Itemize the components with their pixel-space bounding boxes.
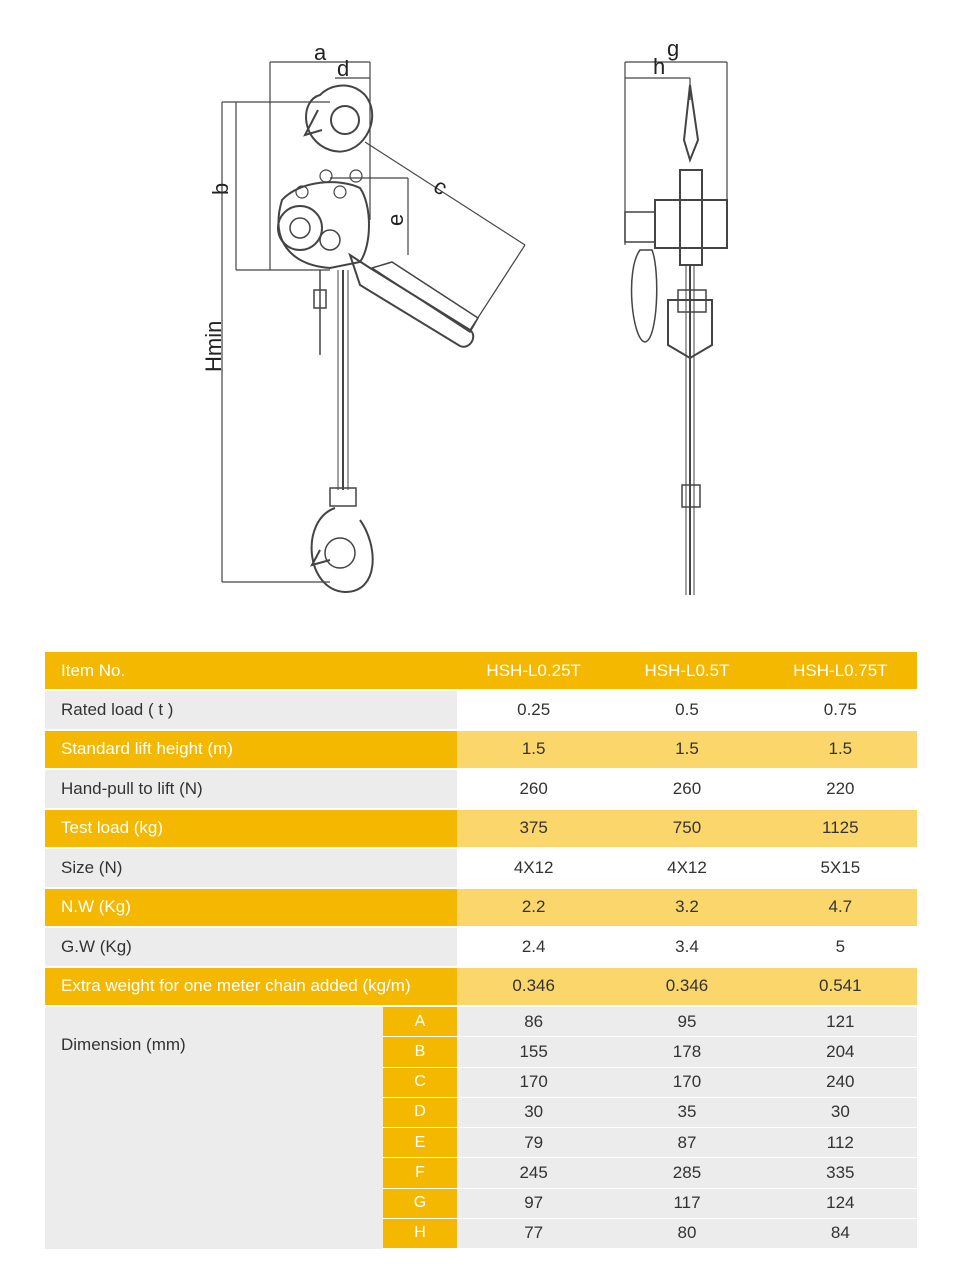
- cell: 0.5: [675, 699, 699, 719]
- cell: 170: [519, 1072, 548, 1092]
- dim-label-d: d: [337, 56, 350, 81]
- cell: 2.2: [521, 897, 546, 917]
- cell: 260: [672, 778, 702, 798]
- model-header: HSH-L0.25T: [486, 660, 581, 680]
- dimension-letter: B: [383, 1037, 457, 1066]
- dim-label-c: c: [429, 173, 453, 201]
- table-header-row: [45, 652, 917, 689]
- dimension-letter: H: [383, 1219, 457, 1248]
- row-label: G.W (Kg): [45, 928, 457, 966]
- dimension-row: [383, 1068, 917, 1098]
- row-label: N.W (Kg): [45, 889, 457, 927]
- row-label: Size (N): [45, 849, 457, 887]
- dim-label-h: h: [653, 54, 666, 79]
- dimension-row: [383, 1189, 917, 1219]
- table-row: [45, 808, 917, 848]
- cell: 97: [524, 1193, 544, 1213]
- header-item-label: Item No.: [61, 660, 126, 680]
- cell: 1.5: [521, 739, 546, 759]
- cell: 178: [672, 1041, 702, 1061]
- cell: 84: [830, 1223, 850, 1243]
- row-label: Extra weight for one meter chain added (kg/m): [45, 968, 457, 1006]
- dimension-letter: A: [383, 1007, 457, 1036]
- cell: 80: [677, 1223, 697, 1243]
- table-row: [45, 966, 917, 1006]
- cell: 1.5: [675, 739, 699, 759]
- dim-label-g: g: [667, 36, 680, 61]
- dimension-row: [383, 1219, 917, 1249]
- model-header: HSH-L0.5T: [644, 660, 730, 680]
- cell: 155: [519, 1041, 548, 1061]
- cell: 204: [826, 1041, 855, 1061]
- cell: 335: [826, 1162, 855, 1182]
- cell: 79: [524, 1132, 544, 1152]
- dim-label-hmin: Hmin: [201, 320, 226, 372]
- cell: 375: [519, 818, 548, 838]
- table-row: [45, 689, 917, 729]
- table-row: [45, 768, 917, 808]
- dimension-letter: D: [383, 1098, 457, 1127]
- row-label: Hand-pull to lift (N): [45, 770, 457, 808]
- table-row: [45, 729, 917, 769]
- cell: 112: [826, 1132, 854, 1152]
- row-label: Standard lift height (m): [45, 731, 457, 769]
- cell: 124: [826, 1193, 855, 1213]
- dim-label-e: e: [383, 213, 408, 226]
- cell: 35: [677, 1102, 697, 1122]
- cell: 86: [524, 1011, 544, 1031]
- dimension-row: [383, 1128, 917, 1158]
- dimension-letter: F: [383, 1158, 457, 1187]
- cell: 1125: [822, 818, 859, 838]
- dimension-letter: G: [383, 1189, 457, 1218]
- hoist-technical-drawing: [0, 0, 960, 620]
- cell: 0.541: [819, 976, 862, 996]
- cell: 0.346: [665, 976, 709, 996]
- cell: 750: [672, 818, 702, 838]
- table-row: [45, 926, 917, 966]
- cell: 3.4: [675, 936, 699, 956]
- dimension-label: Dimension (mm): [61, 1035, 186, 1054]
- cell: 117: [673, 1193, 701, 1213]
- dimension-label-cell: [45, 1007, 383, 1249]
- cell: 0.25: [517, 699, 551, 719]
- cell: 30: [524, 1102, 544, 1122]
- cell: 121: [826, 1011, 855, 1031]
- cell: 285: [672, 1162, 702, 1182]
- cell: 260: [519, 778, 548, 798]
- cell: 95: [677, 1011, 697, 1031]
- model-header: HSH-L0.75T: [793, 660, 888, 680]
- cell: 87: [677, 1132, 697, 1152]
- dimension-row: [383, 1158, 917, 1188]
- row-label: Test load (kg): [45, 810, 457, 848]
- dimension-row: [383, 1098, 917, 1128]
- cell: 4X12: [667, 857, 707, 877]
- cell: 170: [672, 1072, 702, 1092]
- cell: 5X15: [820, 857, 861, 877]
- cell: 0.346: [512, 976, 555, 996]
- cell: 77: [524, 1223, 544, 1243]
- cell: 3.2: [675, 897, 699, 917]
- dimension-row: [383, 1037, 917, 1067]
- dimension-block: [45, 1005, 917, 1249]
- cell: 0.75: [823, 699, 857, 719]
- cell: 4X12: [513, 857, 554, 877]
- cell: 220: [826, 778, 855, 798]
- specification-table: [45, 652, 917, 1249]
- row-label: Rated load ( t ): [45, 691, 457, 729]
- dimension-row: [383, 1007, 917, 1037]
- cell: 240: [826, 1072, 855, 1092]
- table-row: [45, 847, 917, 887]
- dim-label-b: b: [208, 182, 233, 195]
- cell: 4.7: [828, 897, 853, 917]
- cell: 2.4: [521, 936, 546, 956]
- dimension-letter: C: [383, 1068, 457, 1097]
- dim-label-a: a: [314, 40, 327, 65]
- cell: 1.5: [828, 739, 853, 759]
- dimension-letter: E: [383, 1128, 457, 1157]
- cell: 30: [830, 1102, 850, 1122]
- cell: 245: [519, 1162, 548, 1182]
- table-row: [45, 887, 917, 927]
- cell: 5: [835, 936, 846, 956]
